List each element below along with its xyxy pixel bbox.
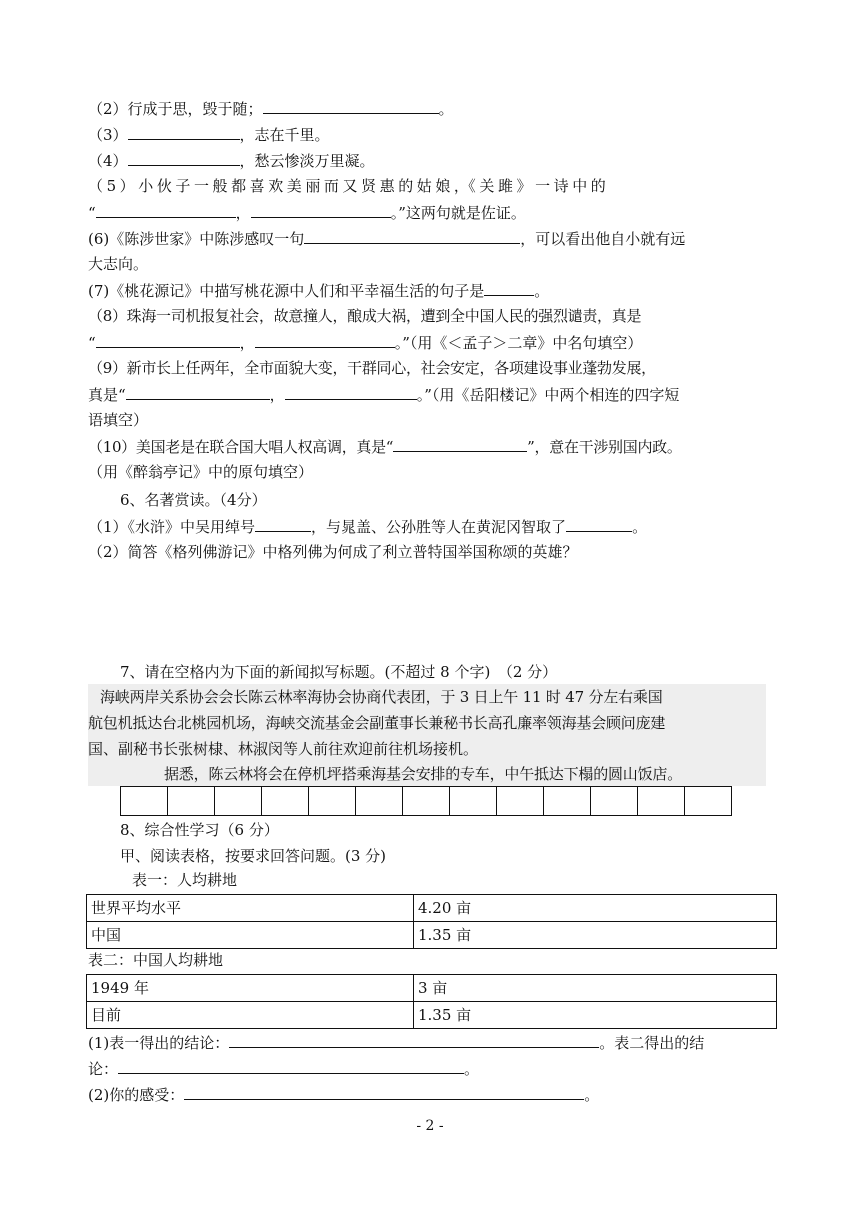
q6-title: 6、名著赏读。（4分） (120, 491, 267, 509)
char-box[interactable] (308, 786, 356, 816)
headline-answer-boxes[interactable] (121, 786, 732, 816)
table-2 (86, 974, 777, 1029)
table-cell: 1.35 亩 (414, 1002, 777, 1029)
q8-answer-1b: 论： 。 (88, 1060, 480, 1078)
q5-line-4: （4） ，愁云惨淡万里凝。 (88, 152, 375, 170)
char-box[interactable] (543, 786, 591, 816)
news-line: 航包机抵达台北桃园机场，海峡交流基金会副董事长兼秘书长高孔廉率领海基会顾问庞建 (88, 714, 666, 732)
char-box[interactable] (167, 786, 215, 816)
char-box[interactable] (590, 786, 638, 816)
answer-blank[interactable] (263, 98, 439, 114)
news-passage (88, 684, 766, 786)
table-1 (86, 894, 777, 949)
table-row (87, 1002, 777, 1029)
answer-blank[interactable] (484, 280, 534, 296)
answer-blank[interactable] (285, 384, 417, 400)
page-number: - 2 - (416, 1118, 444, 1134)
table-row (87, 922, 777, 949)
news-line: 据悉，陈云林将会在停机坪搭乘海基会安排的专车，中午抵达下榻的圆山饭店。 (164, 765, 683, 783)
q6-line-2: （2）简答《格列佛游记》中格列佛为何成了利立普特国举国称颂的英雄？ (88, 543, 578, 561)
answer-blank[interactable] (126, 384, 270, 400)
answer-blank[interactable] (96, 202, 236, 218)
q5-line-6b: 大志向。 (88, 255, 149, 273)
table-cell: 1.35 亩 (414, 922, 777, 949)
answer-blank[interactable] (128, 150, 240, 166)
q5-line-9b: 真是“ ， 。”（用《岳阳楼记》中两个相连的四字短 (88, 386, 680, 404)
q8-subtitle: 甲、阅读表格，按要求回答问题。(3 分) (120, 847, 387, 865)
char-box[interactable] (355, 786, 403, 816)
char-box[interactable] (402, 786, 450, 816)
table-cell: 中国 (87, 922, 414, 949)
q5-line-9a: （9）新市长上任两年，全市面貌大变，干群同心，社会安定，各项建设事业蓬勃发展， (88, 359, 656, 377)
char-box[interactable] (214, 786, 262, 816)
table-row (87, 975, 777, 1002)
table-cell: 1949 年 (87, 975, 414, 1002)
q8-answer-1a: (1)表一得出的结论： 。表二得出的结 (88, 1034, 705, 1052)
answer-blank[interactable] (255, 516, 311, 532)
q5-line-9c: 语填空） (88, 411, 149, 429)
char-box[interactable] (637, 786, 685, 816)
answer-blank[interactable] (255, 332, 395, 348)
answer-blank[interactable] (304, 228, 520, 244)
answer-blank[interactable] (229, 1032, 599, 1048)
answer-blank[interactable] (184, 1084, 584, 1100)
table-row (87, 895, 777, 922)
q5-line-8a: （8）珠海一司机报复社会，故意撞人，酿成大祸，遭到全中国人民的强烈谴责，真是 (88, 307, 642, 325)
table-cell: 世界平均水平 (87, 895, 414, 922)
q5-line-7: (7)《桃花源记》中描写桃花源中人们和平幸福生活的句子是 。 (88, 282, 550, 300)
q6-line-1: （1）《水浒》中吴用绰号 ，与晁盖、公孙胜等人在黄泥冈智取了 。 (88, 518, 648, 536)
news-line: 海峡两岸关系协会会长陈云林率海协会协商代表团，于 3 日上午 11 时 47 分左右乘国 (100, 688, 663, 706)
q5-line-8b: “ ， 。”（用《＜孟子＞二章》中名句填空） (88, 334, 643, 352)
table-cell: 4.20 亩 (414, 895, 777, 922)
char-box[interactable] (684, 786, 732, 816)
char-box[interactable] (449, 786, 497, 816)
answer-blank[interactable] (393, 436, 527, 452)
q5-line-10b: （用《醉翁亭记》中的原句填空） (88, 463, 314, 481)
char-box[interactable] (120, 786, 168, 816)
q5-line-6a: (6)《陈涉世家》中陈涉感叹一句 ，可以看出他自小就有远 (88, 230, 686, 248)
table1-title: 表一：人均耕地 (132, 871, 238, 889)
q5-line-5b: “ ， 。”这两句就是佐证。 (88, 204, 526, 222)
news-line: 国、副秘书长张树棣、林淑闵等人前往欢迎前往机场接机。 (88, 740, 479, 758)
answer-blank[interactable] (96, 332, 240, 348)
answer-blank[interactable] (566, 516, 632, 532)
char-box[interactable] (496, 786, 544, 816)
q5-line-10a: （10）美国老是在联合国大唱人权高调，真是“ ”，意在干涉别国内政。 (88, 438, 682, 456)
table-cell: 目前 (87, 1002, 414, 1029)
q7-title: 7、请在空格内为下面的新闻拟写标题。(不超过 8 个字) （2 分） (120, 663, 558, 681)
q8-answer-2: (2)你的感受： 。 (88, 1086, 600, 1104)
answer-blank[interactable] (251, 202, 391, 218)
table2-title: 表二：中国人均耕地 (88, 951, 224, 969)
char-box[interactable] (261, 786, 309, 816)
q5-line-2: （2）行成于思，毁于随； 。 (88, 100, 454, 118)
q5-line-3: （3） ，志在千里。 (88, 126, 330, 144)
answer-blank[interactable] (118, 1058, 464, 1074)
q8-title: 8、综合性学习（6 分） (120, 821, 279, 839)
q5-line-5a: （ 5 ） 小 伙 子 一 般 都 喜 欢 美 丽 而 又 贤 惠 的 姑 娘 ，《 关 雎 》 一 诗 中 的 (88, 177, 606, 195)
table-cell: 3 亩 (414, 975, 777, 1002)
answer-blank[interactable] (128, 124, 240, 140)
